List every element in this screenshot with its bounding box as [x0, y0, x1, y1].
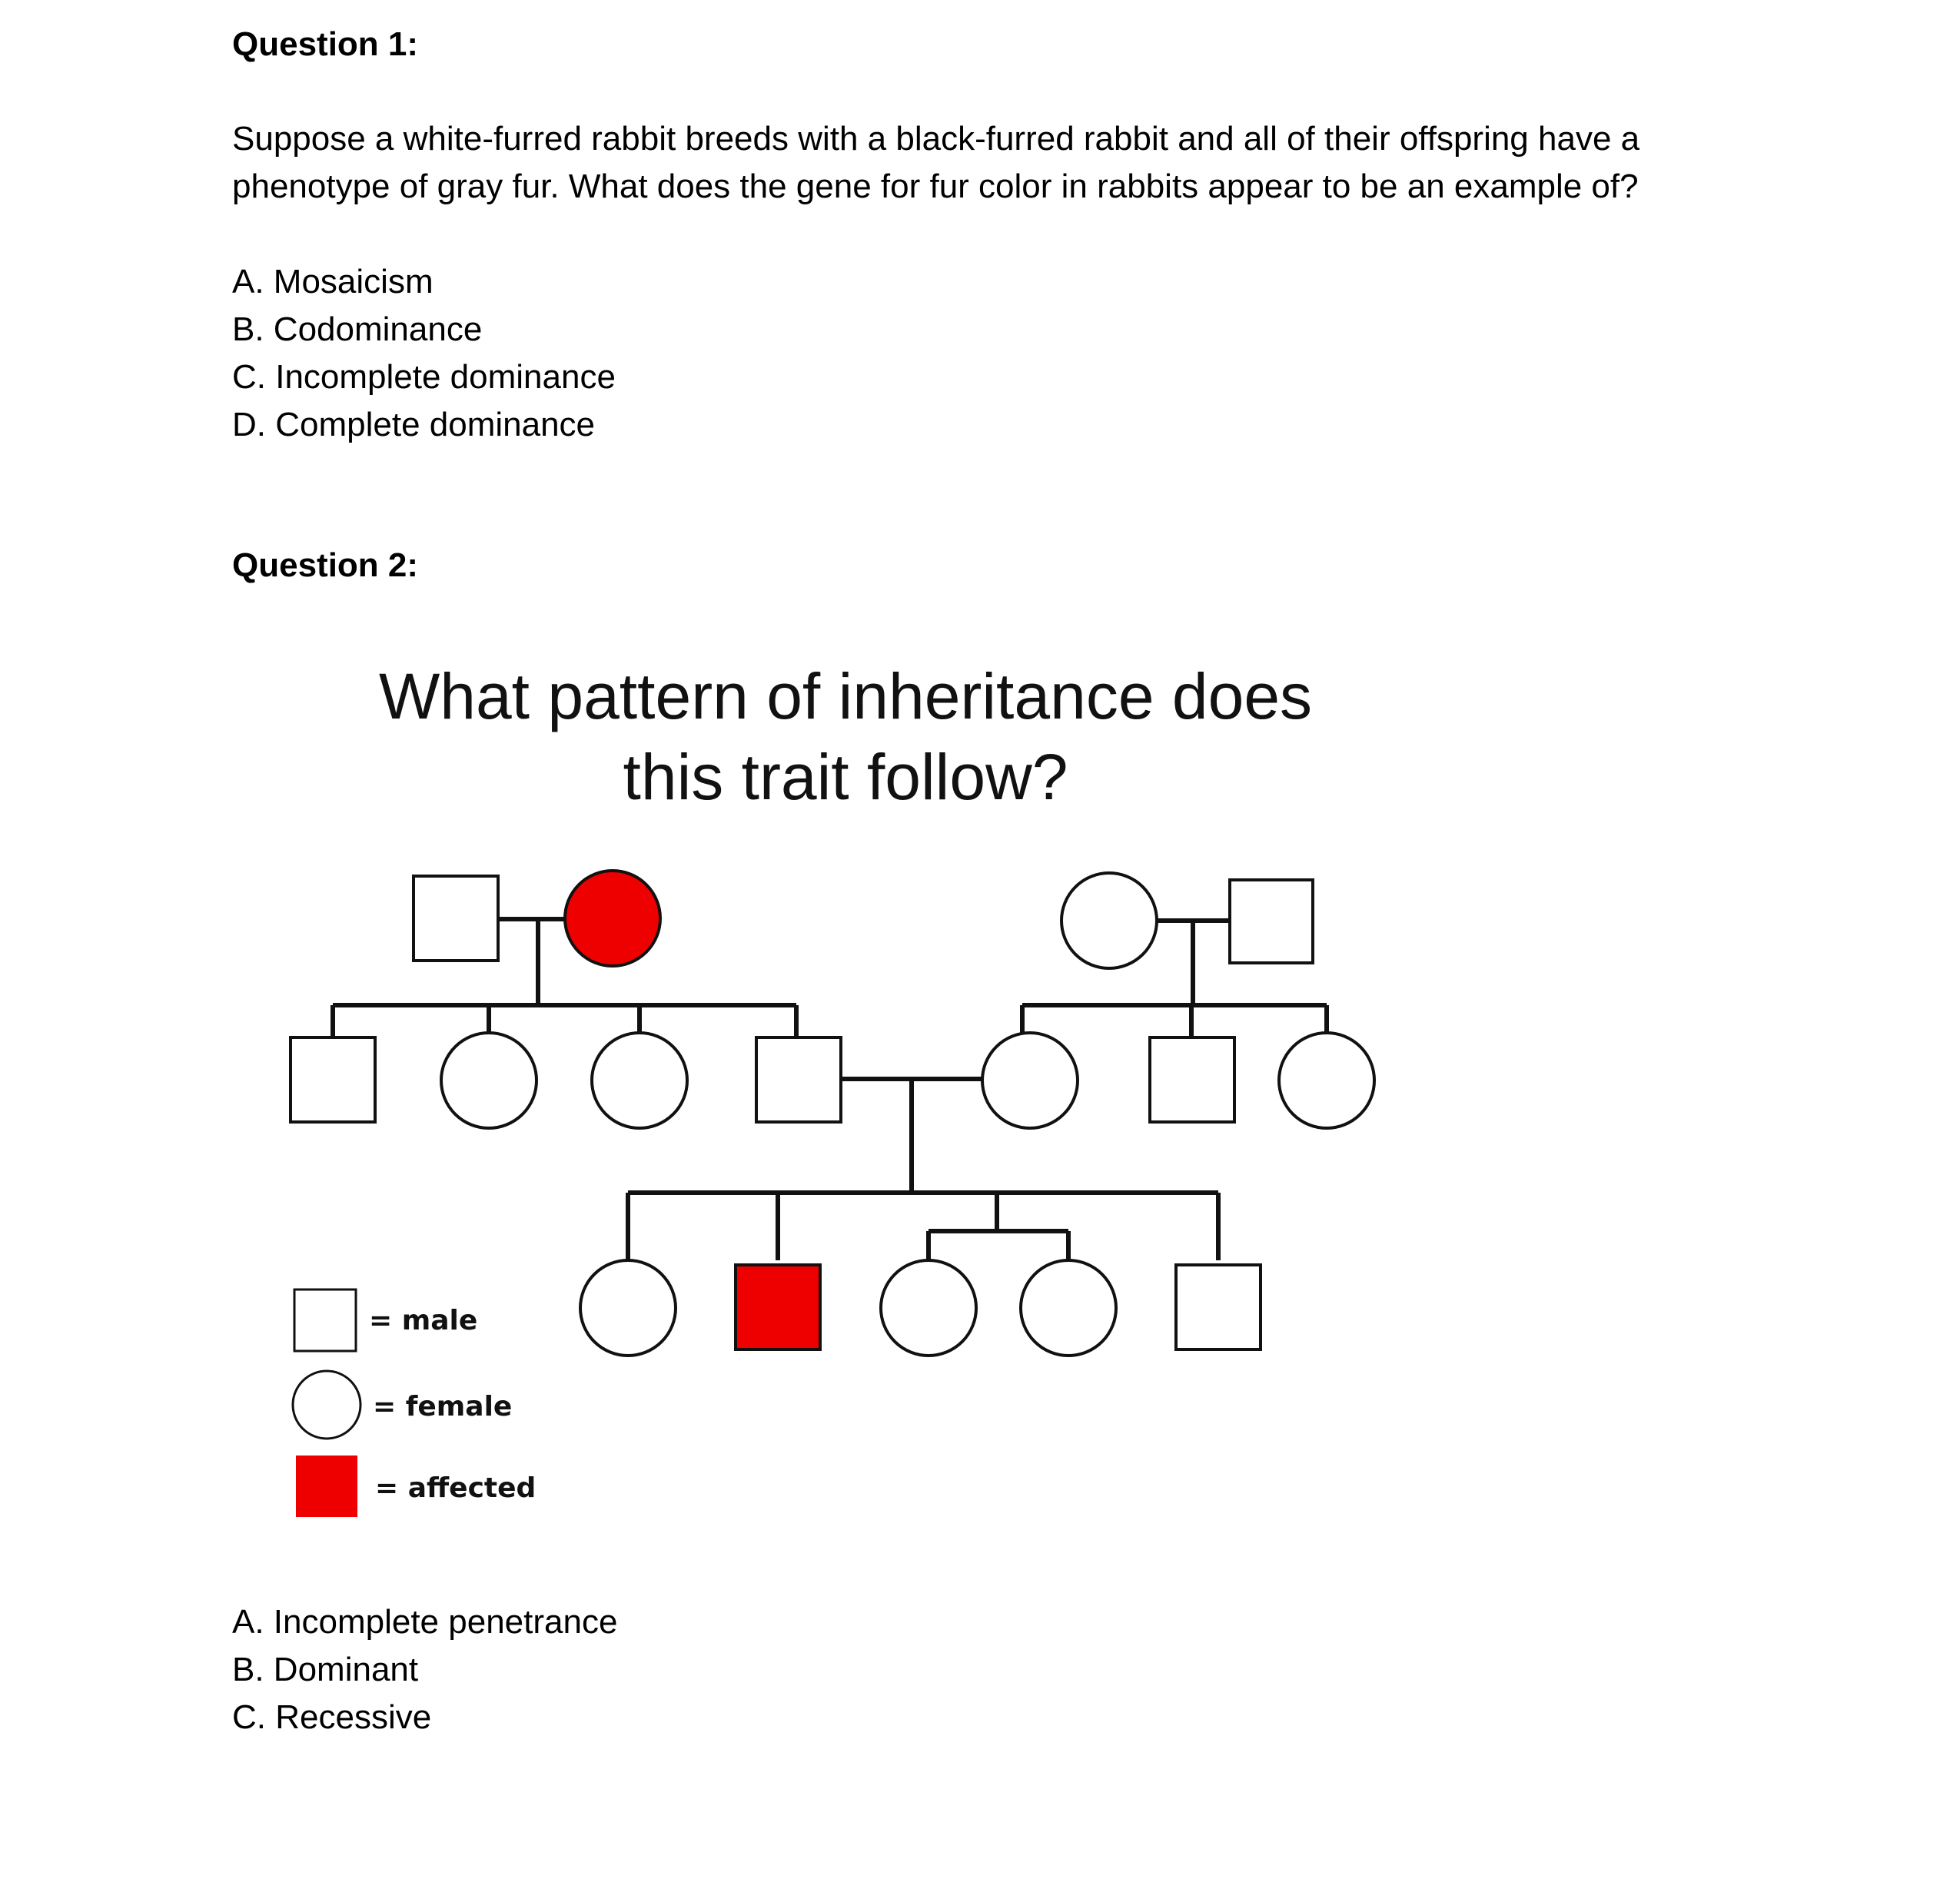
- male-unaffected: [1230, 880, 1313, 963]
- figure-title-line-2: this trait follow?: [623, 741, 1068, 813]
- legend-male-label: = male: [369, 1305, 478, 1336]
- legend-male-symbol: [294, 1290, 356, 1351]
- legend-female-label: = female: [373, 1391, 513, 1422]
- pedigree-figure: [0, 646, 1960, 1568]
- male-unaffected: [291, 1037, 375, 1122]
- male-unaffected: [756, 1037, 841, 1122]
- question-2-options: [232, 1598, 617, 1741]
- male-unaffected: [414, 876, 498, 961]
- question-1-options: [232, 258, 616, 449]
- question-2-option-b: B. Dominant: [232, 1651, 419, 1688]
- question-1-option-d: D. Complete dominance: [232, 406, 596, 443]
- question-1-text-line: phenotype of gray fur. What does the gene for fur color in rabbits appear to be an example of?: [232, 168, 1639, 205]
- male-unaffected: [1150, 1037, 1234, 1122]
- male-affected: [736, 1265, 820, 1349]
- question-1-text: [232, 115, 1846, 211]
- question-1-text-line: Suppose a white-furred rabbit breeds with a black-furred rabbit and all of their offspring have a: [232, 120, 1640, 158]
- female-unaffected: [1279, 1033, 1374, 1128]
- question-1-option-b: B. Codominance: [232, 310, 483, 348]
- female-unaffected: [592, 1033, 687, 1128]
- question-2-option-a: A. Incomplete penetrance: [232, 1603, 618, 1641]
- pedigree-individuals: [291, 871, 1374, 1356]
- legend-affected-label: = affected: [375, 1472, 537, 1504]
- female-unaffected: [982, 1033, 1078, 1128]
- question-2-option-c: C. Recessive: [232, 1698, 432, 1736]
- question-1-heading: Question 1:: [232, 25, 419, 63]
- female-unaffected: [441, 1033, 537, 1128]
- female-unaffected: [580, 1260, 676, 1356]
- male-unaffected: [1176, 1265, 1261, 1349]
- female-unaffected: [1021, 1260, 1116, 1356]
- female-unaffected: [881, 1260, 976, 1356]
- female-affected: [565, 871, 660, 966]
- legend-female-symbol: [293, 1371, 360, 1439]
- legend-affected-symbol: [296, 1456, 357, 1517]
- pedigree-legend: [293, 1290, 536, 1517]
- female-unaffected: [1061, 873, 1157, 968]
- figure-title-line-1: What pattern of inheritance does: [378, 660, 1313, 732]
- question-2-heading: Question 2:: [232, 546, 419, 584]
- question-1-option-a: A. Mosaicism: [232, 263, 434, 300]
- question-1-option-c: C. Incomplete dominance: [232, 358, 616, 396]
